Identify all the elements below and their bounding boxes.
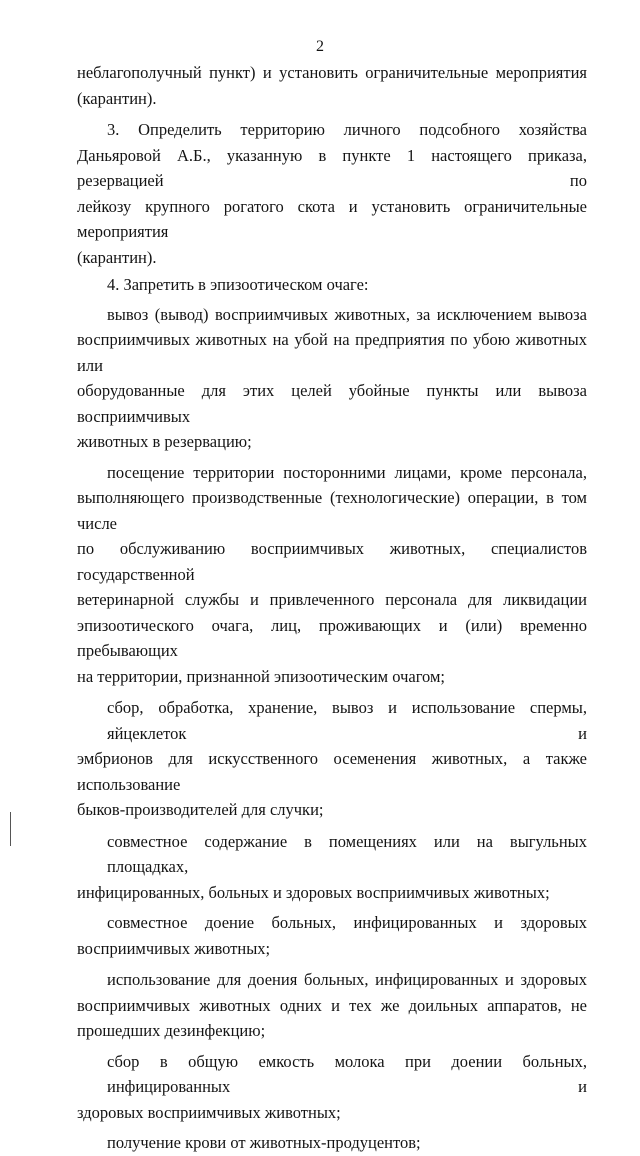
text-line: совместное содержание в помещениях или на выгульных площадках, [107, 831, 587, 876]
text-line: посещение территории посторонними лицами, кроме персонала, [107, 462, 587, 482]
text-line: неблагополучный пункт) и установить ограничительные мероприятия [77, 63, 587, 82]
text-line: 4. Запретить в эпизоотическом очаге: [107, 275, 369, 294]
text-line: прошедших дезинфекцию; [77, 1021, 266, 1040]
text-line: выполняющего производственные (технологические) операции, в том числе [77, 488, 587, 533]
paragraph-apparatus [77, 967, 587, 1044]
text-line: лейкозу крупного рогатого скота и установить ограничительные мероприятия [77, 196, 587, 241]
paragraph-joint-keeping [77, 829, 587, 906]
document-body [77, 60, 587, 1156]
text-line: эпизоотического очага, лиц, проживающих и (или) временно пребывающих [77, 615, 587, 660]
paragraph-continuation [77, 60, 587, 111]
text-line: инфицированных, больных и здоровых восприимчивых животных; [77, 882, 550, 902]
text-line: на территории, признанной эпизоотическим очагом; [77, 666, 446, 686]
scan-margin-mark [10, 812, 11, 846]
text-line: восприимчивых животных на убой на предприятия по убою животных или [77, 330, 587, 375]
text-line: восприимчивых животных одних и тех же доильных аппаратов, не [77, 995, 587, 1015]
text-line: (карантин). [77, 247, 157, 267]
paragraph-item-4 [77, 272, 587, 298]
paragraph-visit [77, 460, 587, 690]
text-line: совместное доение больных, инфицированных и здоровых [107, 913, 587, 932]
paragraph-item-3 [77, 117, 587, 270]
text-line: вывоз (вывод) восприимчивых животных, за исключением вывоза [107, 304, 587, 324]
text-line: сбор, обработка, хранение, вывоз и использование спермы, яйцеклеток и [107, 698, 587, 743]
text-line: животных в резервацию; [77, 432, 252, 451]
paragraph-sperm [77, 695, 587, 823]
text-line: быков-производителей для случки; [77, 800, 324, 819]
text-line: ветеринарной службы и привлеченного персонала для ликвидации [77, 590, 587, 609]
paragraph-export [77, 302, 587, 455]
text-line: восприимчивых животных; [77, 938, 271, 958]
paragraph-milk [77, 1049, 587, 1126]
paragraph-blood [77, 1130, 587, 1156]
text-line: (карантин). [77, 88, 157, 108]
text-line: получение крови от животных-продуцентов; [107, 1133, 421, 1152]
text-line: здоровых восприимчивых животных; [77, 1102, 341, 1122]
paragraph-joint-milking [77, 910, 587, 961]
text-line: 3. Определить территорию личного подсобного хозяйства [107, 120, 587, 139]
text-line: использование для доения больных, инфицированных и здоровых [107, 970, 587, 989]
text-line: эмбрионов для искусственного осеменения животных, а также использование [77, 749, 587, 794]
text-line: Даньяровой А.Б., указанную в пункте 1 настоящего приказа, резервацией по [77, 145, 587, 190]
text-line: по обслуживанию восприимчивых животных, специалистов государственной [77, 539, 587, 584]
page-number: 2 [316, 38, 324, 55]
text-line: сбор в общую емкость молока при доении больных, инфицированных и [107, 1051, 587, 1096]
text-line: оборудованные для этих целей убойные пункты или вывоза восприимчивых [77, 381, 587, 426]
